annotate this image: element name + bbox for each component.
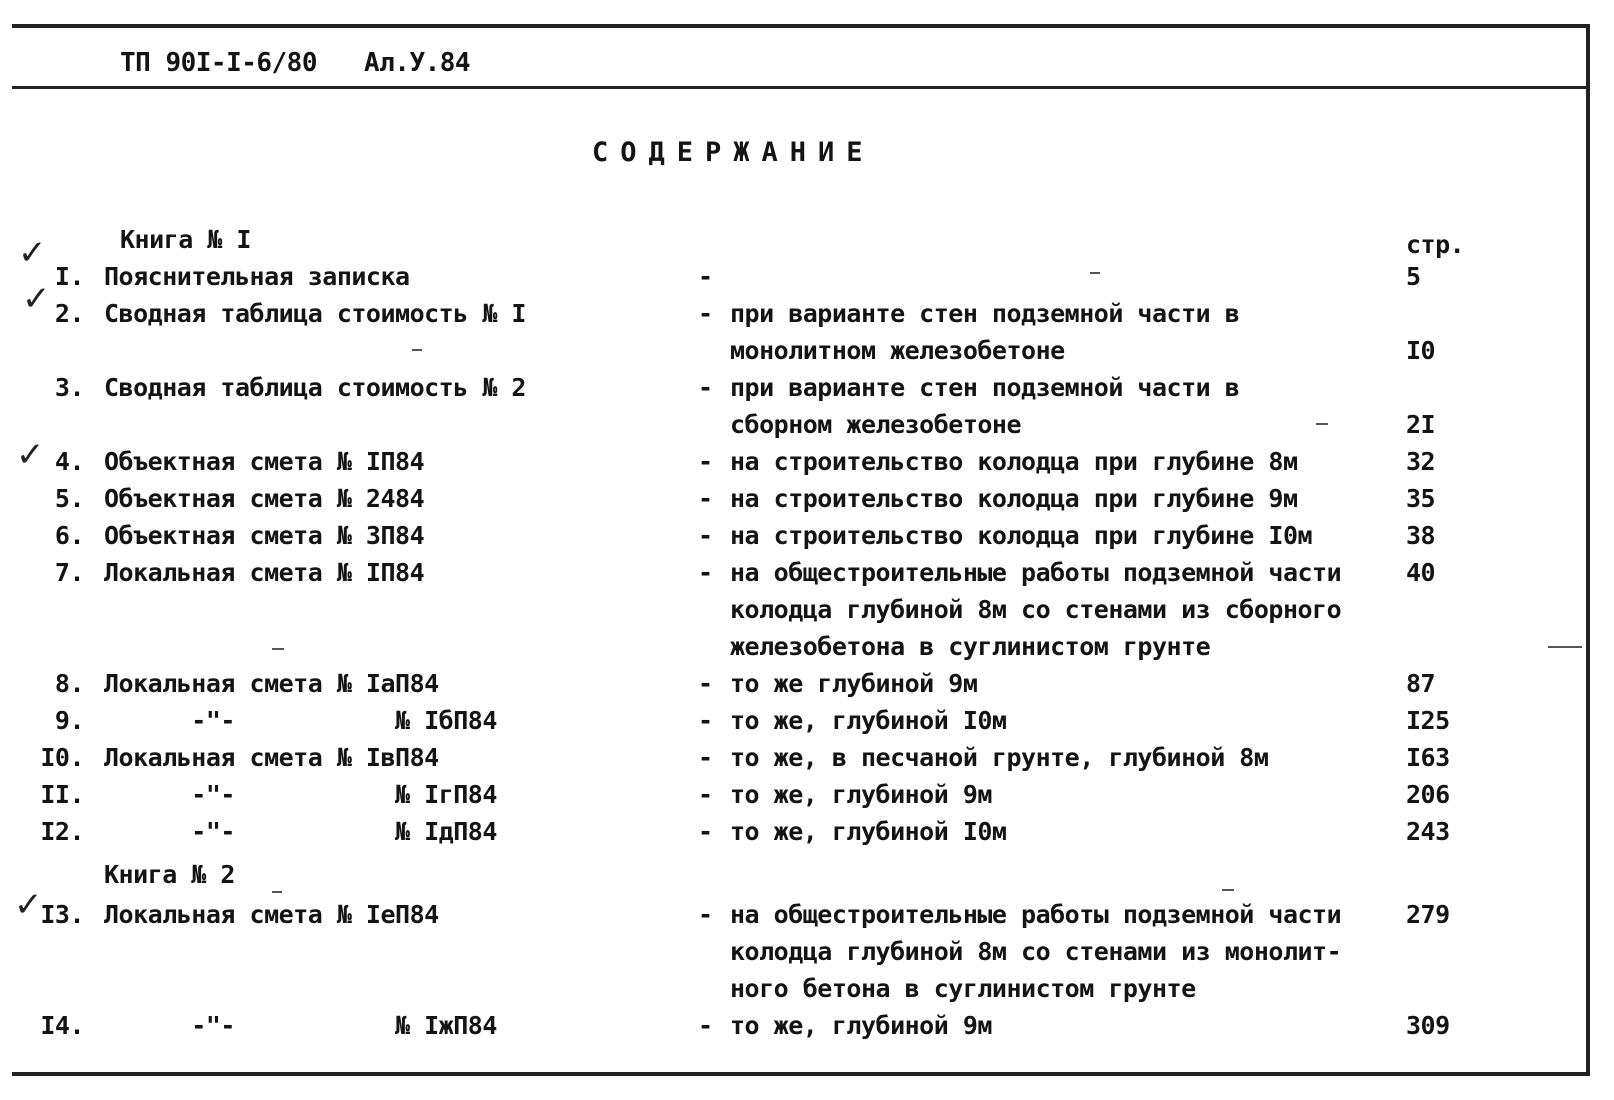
entry-description-line: то же, глубиной 9м — [730, 780, 992, 809]
entry-description-line: колодца глубиной 8м со стенами из монолит- — [730, 937, 1342, 966]
entry-dash: - — [698, 669, 713, 698]
entry-page: I63 — [1406, 743, 1450, 772]
entry-name: Сводная таблица стоимость № 2 — [104, 373, 526, 402]
entry-page: 87 — [1406, 669, 1436, 698]
document-code: ТП 90I-I-6/80 — [120, 48, 317, 78]
entry-name: Локальная смета № IеП84 — [104, 900, 439, 929]
scan-speck — [1316, 423, 1328, 425]
entry-name: Локальная смета № IП84 — [104, 558, 425, 587]
check-mark-icon: ✓ — [14, 885, 43, 925]
entry-number: II. — [40, 780, 84, 809]
entry-name: Объектная смета № 3П84 — [104, 521, 425, 550]
page-column-header: стр. — [1406, 230, 1465, 259]
entry-page: 206 — [1406, 780, 1450, 809]
entry-dash: - — [698, 484, 713, 513]
scan-speck — [412, 349, 422, 351]
entry-page: I25 — [1406, 706, 1450, 735]
frame-bottom-border — [12, 1072, 1590, 1076]
entry-number: 3. — [54, 373, 84, 402]
entry-page: 35 — [1406, 484, 1436, 513]
entry-description-line: то же глубиной 9м — [730, 669, 978, 698]
entry-dash: - — [698, 558, 713, 587]
entry-dash: - — [698, 262, 713, 291]
entry-name: Объектная смета № IП84 — [104, 447, 425, 476]
header-rule — [12, 86, 1588, 89]
entry-description-line: на общестроительные работы подземной части — [730, 558, 1342, 587]
check-mark-icon: ✓ — [16, 435, 45, 475]
entry-dash: - — [698, 373, 713, 402]
entry-dash: - — [698, 1011, 713, 1040]
entry-description-line: то же, глубиной 9м — [730, 1011, 992, 1040]
entry-page: I0 — [1406, 336, 1436, 365]
entry-dash: - — [698, 780, 713, 809]
entry-dash: - — [698, 743, 713, 772]
entry-description-line: то же, в песчаной грунте, глубиной 8м — [730, 743, 1269, 772]
entry-page: 309 — [1406, 1011, 1450, 1040]
frame-top-border — [12, 24, 1587, 28]
entry-number: 2. — [54, 299, 84, 328]
entry-page: 243 — [1406, 817, 1450, 846]
entry-number: 8. — [54, 669, 84, 698]
book-2-heading: Книга № 2 — [104, 860, 235, 889]
entry-name: -"- № IжП84 — [104, 1011, 497, 1040]
entry-description-line: железобетона в суглинистом грунте — [730, 632, 1211, 661]
scan-speck — [1548, 646, 1582, 648]
entry-description-line: при варианте стен подземной части в — [730, 373, 1240, 402]
entry-description-line: на строительство колодца при глубине 9м — [730, 484, 1298, 513]
entry-dash: - — [698, 521, 713, 550]
entry-number: 6. — [54, 521, 84, 550]
scan-speck — [272, 891, 282, 893]
entry-number: 7. — [54, 558, 84, 587]
entry-page: 32 — [1406, 447, 1436, 476]
frame-right-border — [1586, 24, 1590, 1074]
entry-description-line: при варианте стен подземной части в — [730, 299, 1240, 328]
entry-name: Локальная смета № IвП84 — [104, 743, 439, 772]
scan-speck — [1222, 889, 1234, 891]
entry-page: 5 — [1406, 262, 1421, 291]
entry-description-line: ного бетона в суглинистом грунте — [730, 974, 1196, 1003]
entry-description-line: на строительство колодца при глубине I0м — [730, 521, 1313, 550]
entry-name: -"- № IгП84 — [104, 780, 497, 809]
entry-page: 2I — [1406, 410, 1436, 439]
entry-number: 5. — [54, 484, 84, 513]
entry-number: I0. — [40, 743, 84, 772]
page-title: СОДЕРЖАНИЕ — [592, 137, 875, 168]
entry-page: 38 — [1406, 521, 1436, 550]
entry-number: 9. — [54, 706, 84, 735]
entry-name: Локальная смета № IаП84 — [104, 669, 439, 698]
entry-name: Сводная таблица стоимость № I — [104, 299, 526, 328]
album-number: Ал.У.84 — [364, 48, 471, 78]
entry-description-line: сборном железобетоне — [730, 410, 1022, 439]
entry-name: -"- № IдП84 — [104, 817, 497, 846]
entry-page: 279 — [1406, 900, 1450, 929]
entry-description-line: монолитном железобетоне — [730, 336, 1065, 365]
entry-dash: - — [698, 447, 713, 476]
scan-speck — [1090, 272, 1100, 274]
entry-description-line: колодца глубиной 8м со стенами из сборного — [730, 595, 1342, 624]
entry-description-line: на строительство колодца при глубине 8м — [730, 447, 1298, 476]
entry-dash: - — [698, 299, 713, 328]
check-mark-icon: ✓ — [22, 279, 51, 319]
entry-name: -"- № IбП84 — [104, 706, 497, 735]
entry-number: I3. — [40, 900, 84, 929]
entry-number: I4. — [40, 1011, 84, 1040]
entry-description-line: на общестроительные работы подземной части — [730, 900, 1342, 929]
entry-description-line: то же, глубиной I0м — [730, 706, 1007, 735]
entry-name: Объектная смета № 2484 — [104, 484, 425, 513]
check-mark-icon: ✓ — [18, 233, 47, 273]
entry-description-line: то же, глубиной I0м — [730, 817, 1007, 846]
entry-dash: - — [698, 817, 713, 846]
entry-number: I2. — [40, 817, 84, 846]
entry-number: 4. — [54, 447, 84, 476]
book-1-heading: Книга № I — [120, 225, 251, 254]
entry-page: 40 — [1406, 558, 1436, 587]
entry-number: I. — [54, 262, 84, 291]
entry-name: Пояснительная записка — [104, 262, 410, 291]
entry-dash: - — [698, 706, 713, 735]
entry-dash: - — [698, 900, 713, 929]
scan-speck — [272, 648, 284, 650]
